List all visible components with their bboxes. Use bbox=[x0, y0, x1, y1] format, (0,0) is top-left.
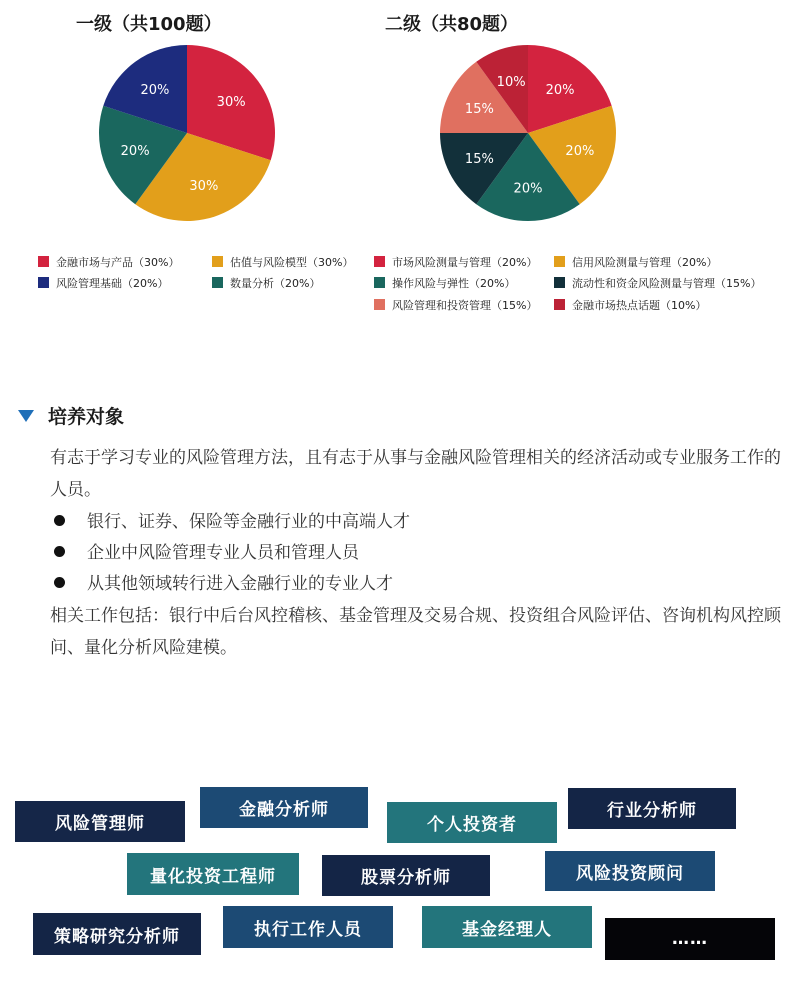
bullet-text: 从其他领域转行进入金融行业的专业人才 bbox=[87, 574, 393, 594]
jobs-paragraph: 相关工作包括：银行中后台风控稽核、基金管理及交易合规、投资组合风险评估、咨询机构风控顾问、量化分析风险建模。 bbox=[50, 606, 781, 658]
job-tag: 风险管理师 bbox=[15, 801, 185, 842]
bullet-text: 企业中风险管理专业人员和管理人员 bbox=[87, 543, 359, 563]
bullet-text: 银行、证券、保险等金融行业的中高端人才 bbox=[87, 512, 410, 532]
legend-item bbox=[374, 255, 537, 271]
chart-title-level1: 一级（共100题） bbox=[76, 14, 222, 35]
bullet-item bbox=[54, 538, 359, 568]
legend-label: 流动性和资金风险测量与管理（15%） bbox=[572, 277, 762, 290]
pie-slice-label: 20% bbox=[140, 82, 170, 98]
legend-label: 风险管理基础（20%） bbox=[56, 277, 169, 290]
legend-item bbox=[374, 276, 515, 292]
legend-label: 金融市场与产品（30%） bbox=[56, 256, 180, 269]
bullet-dot-icon bbox=[54, 546, 65, 557]
pie-slice-label: 30% bbox=[216, 94, 246, 110]
bullet-dot-icon bbox=[54, 577, 65, 588]
chart-title-level2: 二级（共80题） bbox=[385, 14, 519, 35]
pie-slice-label: 20% bbox=[513, 181, 543, 197]
legend-item bbox=[38, 255, 179, 271]
legend-swatch bbox=[554, 256, 565, 267]
job-tag: 行业分析师 bbox=[568, 788, 736, 829]
bullet-dot-icon bbox=[54, 515, 65, 526]
legend-item bbox=[554, 255, 717, 271]
pie-slice-label: 10% bbox=[496, 75, 526, 91]
legend-swatch bbox=[554, 277, 565, 288]
legend-item bbox=[554, 298, 706, 314]
pie-slice-label: 30% bbox=[189, 178, 219, 194]
bullet-item bbox=[54, 569, 393, 599]
intro-paragraph: 有志于学习专业的风险管理方法，且有志于从事与金融风险管理相关的经济活动或专业服务工作的人员。 bbox=[50, 448, 781, 500]
legend-item bbox=[212, 276, 320, 292]
legend-swatch bbox=[374, 256, 385, 267]
legend-item bbox=[212, 255, 353, 271]
legend-item bbox=[38, 276, 168, 292]
legend-swatch bbox=[374, 299, 385, 310]
job-tag: 个人投资者 bbox=[387, 802, 557, 843]
pie-slice-label: 15% bbox=[464, 151, 494, 167]
job-tag: 基金经理人 bbox=[422, 906, 592, 948]
pie-slices-level1 bbox=[99, 45, 275, 221]
pie-chart-level1 bbox=[97, 43, 277, 223]
pie-slices-level2 bbox=[440, 45, 616, 221]
legend-label: 风险管理和投资管理（15%） bbox=[392, 299, 538, 312]
legend-swatch bbox=[212, 256, 223, 267]
job-tag: 执行工作人员 bbox=[223, 906, 393, 948]
job-tag: 策略研究分析师 bbox=[33, 913, 201, 955]
legend-label: 市场风险测量与管理（20%） bbox=[392, 256, 538, 269]
job-tag: 量化投资工程师 bbox=[127, 853, 299, 895]
pie-slice-label: 20% bbox=[545, 82, 575, 98]
pie-slice-label: 20% bbox=[565, 143, 595, 159]
section-heading-label: 培养对象 bbox=[48, 406, 125, 428]
pie-slice-label: 15% bbox=[464, 102, 494, 118]
triangle-down-icon bbox=[18, 410, 34, 422]
job-tag: 风险投资顾问 bbox=[545, 851, 715, 891]
job-tag: 股票分析师 bbox=[322, 855, 490, 896]
pie-chart-level2 bbox=[438, 43, 618, 223]
legend-swatch bbox=[38, 256, 49, 267]
legend-swatch bbox=[38, 277, 49, 288]
bullet-item bbox=[54, 507, 410, 537]
legend-label: 估值与风险模型（30%） bbox=[230, 256, 354, 269]
legend-swatch bbox=[374, 277, 385, 288]
job-tag-more: …… bbox=[605, 918, 775, 960]
legend-item bbox=[554, 276, 761, 292]
legend-label: 金融市场热点话题（10%） bbox=[572, 299, 707, 312]
legend-item bbox=[374, 298, 537, 314]
legend-label: 操作风险与弹性（20%） bbox=[392, 277, 516, 290]
job-tag: 金融分析师 bbox=[200, 787, 368, 828]
legend-swatch bbox=[554, 299, 565, 310]
legend-swatch bbox=[212, 277, 223, 288]
legend-label: 数量分析（20%） bbox=[230, 277, 321, 290]
pie-slice-label: 20% bbox=[120, 143, 150, 159]
legend-label: 信用风险测量与管理（20%） bbox=[572, 256, 718, 269]
